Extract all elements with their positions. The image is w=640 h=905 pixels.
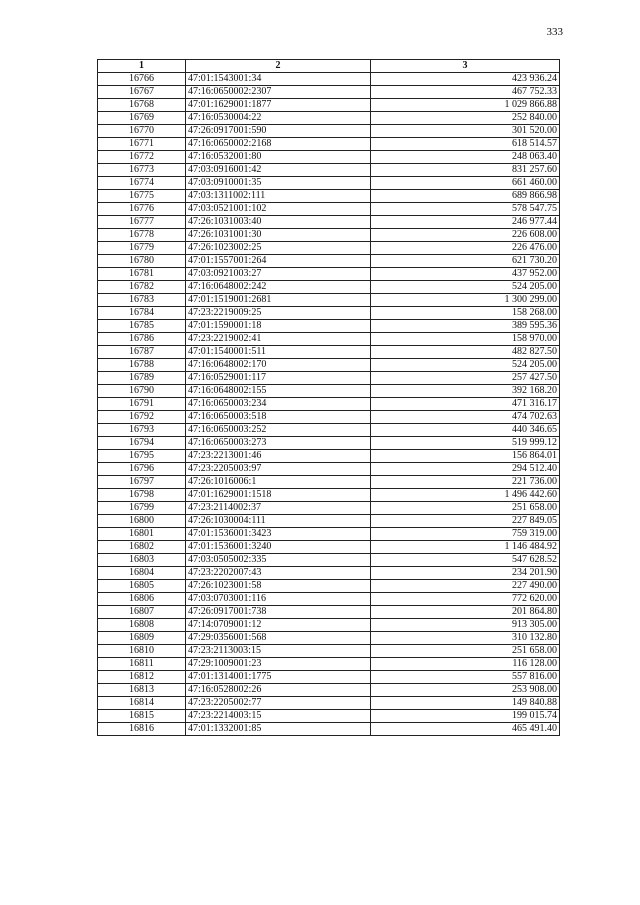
table-row bbox=[98, 710, 560, 723]
value-cell: 467 752.33 bbox=[371, 86, 560, 99]
cadastral-number-cell: 47:03:1311002:111 bbox=[186, 190, 371, 203]
cadastral-number-cell: 47:16:0650003:273 bbox=[186, 437, 371, 450]
value-cell: 156 864.01 bbox=[371, 450, 560, 463]
cadastral-number-cell: 47:01:1519001:2681 bbox=[186, 294, 371, 307]
table-row bbox=[98, 125, 560, 138]
row-number-cell: 16815 bbox=[98, 710, 186, 723]
cadastral-number-cell: 47:03:0916001:42 bbox=[186, 164, 371, 177]
value-cell: 661 460.00 bbox=[371, 177, 560, 190]
value-cell: 149 840.88 bbox=[371, 697, 560, 710]
cadastral-number-cell: 47:16:0530004:22 bbox=[186, 112, 371, 125]
cadastral-number-cell: 47:16:0648002:242 bbox=[186, 281, 371, 294]
row-number-cell: 16781 bbox=[98, 268, 186, 281]
table-row bbox=[98, 658, 560, 671]
row-number-cell: 16778 bbox=[98, 229, 186, 242]
value-cell: 251 658.00 bbox=[371, 645, 560, 658]
value-cell: 437 952.00 bbox=[371, 268, 560, 281]
cadastral-number-cell: 47:03:0521001:102 bbox=[186, 203, 371, 216]
row-number-cell: 16809 bbox=[98, 632, 186, 645]
value-cell: 524 205.00 bbox=[371, 359, 560, 372]
table-row bbox=[98, 606, 560, 619]
cadastral-number-cell: 47:03:0703001:116 bbox=[186, 593, 371, 606]
value-cell: 1 496 442.60 bbox=[371, 489, 560, 502]
value-cell: 221 736.00 bbox=[371, 476, 560, 489]
cadastral-number-cell: 47:16:0528002:26 bbox=[186, 684, 371, 697]
cadastral-number-cell: 47:26:0917001:590 bbox=[186, 125, 371, 138]
cadastral-number-cell: 47:01:1557001:264 bbox=[186, 255, 371, 268]
value-cell: 301 520.00 bbox=[371, 125, 560, 138]
value-cell: 1 146 484.92 bbox=[371, 541, 560, 554]
value-cell: 557 816.00 bbox=[371, 671, 560, 684]
row-number-cell: 16780 bbox=[98, 255, 186, 268]
table-row bbox=[98, 723, 560, 736]
table-row bbox=[98, 216, 560, 229]
cadastral-number-cell: 47:01:1540001:511 bbox=[186, 346, 371, 359]
table-row bbox=[98, 489, 560, 502]
value-cell: 252 840.00 bbox=[371, 112, 560, 125]
cadastral-number-cell: 47:01:1543001:34 bbox=[186, 73, 371, 86]
table-row bbox=[98, 385, 560, 398]
row-number-cell: 16798 bbox=[98, 489, 186, 502]
cadastral-number-cell: 47:16:0650003:252 bbox=[186, 424, 371, 437]
value-cell: 310 132.80 bbox=[371, 632, 560, 645]
value-cell: 482 827.50 bbox=[371, 346, 560, 359]
table-row bbox=[98, 177, 560, 190]
table-row bbox=[98, 203, 560, 216]
cadastral-number-cell: 47:01:1629001:1518 bbox=[186, 489, 371, 502]
row-number-cell: 16794 bbox=[98, 437, 186, 450]
row-number-cell: 16790 bbox=[98, 385, 186, 398]
table-row bbox=[98, 151, 560, 164]
cadastral-number-cell: 47:26:1023001:58 bbox=[186, 580, 371, 593]
row-number-cell: 16816 bbox=[98, 723, 186, 736]
row-number-cell: 16801 bbox=[98, 528, 186, 541]
value-cell: 465 491.40 bbox=[371, 723, 560, 736]
table-row bbox=[98, 372, 560, 385]
table-row bbox=[98, 411, 560, 424]
row-number-cell: 16770 bbox=[98, 125, 186, 138]
value-cell: 158 970.00 bbox=[371, 333, 560, 346]
cadastral-number-cell: 47:23:2213001:46 bbox=[186, 450, 371, 463]
cadastral-number-cell: 47:23:2214003:15 bbox=[186, 710, 371, 723]
cadastral-number-cell: 47:03:0921003:27 bbox=[186, 268, 371, 281]
table-row bbox=[98, 697, 560, 710]
cadastral-number-cell: 47:23:2202007:43 bbox=[186, 567, 371, 580]
row-number-cell: 16771 bbox=[98, 138, 186, 151]
row-number-cell: 16807 bbox=[98, 606, 186, 619]
table-row bbox=[98, 229, 560, 242]
table-row bbox=[98, 528, 560, 541]
value-cell: 201 864.80 bbox=[371, 606, 560, 619]
value-cell: 618 514.57 bbox=[371, 138, 560, 151]
row-number-cell: 16777 bbox=[98, 216, 186, 229]
row-number-cell: 16791 bbox=[98, 398, 186, 411]
table-row bbox=[98, 684, 560, 697]
table-row bbox=[98, 268, 560, 281]
page-number: 333 bbox=[546, 26, 563, 38]
row-number-cell: 16800 bbox=[98, 515, 186, 528]
cadastral-number-cell: 47:23:2219009:25 bbox=[186, 307, 371, 320]
table-row bbox=[98, 255, 560, 268]
row-number-cell: 16806 bbox=[98, 593, 186, 606]
value-cell: 689 866.98 bbox=[371, 190, 560, 203]
value-cell: 389 595.36 bbox=[371, 320, 560, 333]
cadastral-number-cell: 47:23:2205002:77 bbox=[186, 697, 371, 710]
value-cell: 227 490.00 bbox=[371, 580, 560, 593]
row-number-cell: 16814 bbox=[98, 697, 186, 710]
value-cell: 578 547.75 bbox=[371, 203, 560, 216]
row-number-cell: 16799 bbox=[98, 502, 186, 515]
value-cell: 199 015.74 bbox=[371, 710, 560, 723]
table-row bbox=[98, 437, 560, 450]
table-row bbox=[98, 320, 560, 333]
table-row bbox=[98, 99, 560, 112]
row-number-cell: 16779 bbox=[98, 242, 186, 255]
table-row bbox=[98, 554, 560, 567]
table-row bbox=[98, 515, 560, 528]
column-header-3: 3 bbox=[371, 60, 560, 73]
cadastral-number-cell: 47:01:1536001:3240 bbox=[186, 541, 371, 554]
value-cell: 440 346.65 bbox=[371, 424, 560, 437]
table-row bbox=[98, 476, 560, 489]
table-row bbox=[98, 112, 560, 125]
cadastral-number-cell: 47:23:2205003:97 bbox=[186, 463, 371, 476]
cadastral-number-cell: 47:23:2113003:15 bbox=[186, 645, 371, 658]
table-row bbox=[98, 463, 560, 476]
table-row bbox=[98, 73, 560, 86]
row-number-cell: 16803 bbox=[98, 554, 186, 567]
cadastral-number-cell: 47:01:1332001:85 bbox=[186, 723, 371, 736]
table-row bbox=[98, 567, 560, 580]
row-number-cell: 16774 bbox=[98, 177, 186, 190]
cadastral-number-cell: 47:29:1009001:23 bbox=[186, 658, 371, 671]
row-number-cell: 16788 bbox=[98, 359, 186, 372]
value-cell: 759 319.00 bbox=[371, 528, 560, 541]
column-header-2: 2 bbox=[186, 60, 371, 73]
table-row bbox=[98, 619, 560, 632]
row-number-cell: 16782 bbox=[98, 281, 186, 294]
table-row bbox=[98, 580, 560, 593]
value-cell: 246 977.44 bbox=[371, 216, 560, 229]
row-number-cell: 16766 bbox=[98, 73, 186, 86]
table-row bbox=[98, 281, 560, 294]
cadastral-number-cell: 47:01:1629001:1877 bbox=[186, 99, 371, 112]
table-row bbox=[98, 632, 560, 645]
value-cell: 423 936.24 bbox=[371, 73, 560, 86]
table-row bbox=[98, 333, 560, 346]
value-cell: 831 257.60 bbox=[371, 164, 560, 177]
table-row bbox=[98, 346, 560, 359]
row-number-cell: 16787 bbox=[98, 346, 186, 359]
cadastral-number-cell: 47:16:0648002:155 bbox=[186, 385, 371, 398]
cadastral-number-cell: 47:03:0505002:335 bbox=[186, 554, 371, 567]
row-number-cell: 16768 bbox=[98, 99, 186, 112]
value-cell: 226 476.00 bbox=[371, 242, 560, 255]
value-cell: 1 300 299.00 bbox=[371, 294, 560, 307]
value-cell: 253 908.00 bbox=[371, 684, 560, 697]
row-number-cell: 16795 bbox=[98, 450, 186, 463]
table-row bbox=[98, 645, 560, 658]
cadastral-number-cell: 47:16:0650002:2168 bbox=[186, 138, 371, 151]
cadastral-number-cell: 47:26:1031001:30 bbox=[186, 229, 371, 242]
row-number-cell: 16808 bbox=[98, 619, 186, 632]
cadastral-number-cell: 47:16:0650003:518 bbox=[186, 411, 371, 424]
value-cell: 519 999.12 bbox=[371, 437, 560, 450]
row-number-cell: 16792 bbox=[98, 411, 186, 424]
table-row bbox=[98, 138, 560, 151]
column-header-1: 1 bbox=[98, 60, 186, 73]
row-number-cell: 16775 bbox=[98, 190, 186, 203]
row-number-cell: 16773 bbox=[98, 164, 186, 177]
cadastral-number-cell: 47:16:0650002:2307 bbox=[186, 86, 371, 99]
table-row bbox=[98, 294, 560, 307]
row-number-cell: 16789 bbox=[98, 372, 186, 385]
cadastral-number-cell: 47:01:1314001:1775 bbox=[186, 671, 371, 684]
value-cell: 547 628.52 bbox=[371, 554, 560, 567]
cadastral-number-cell: 47:16:0648002:170 bbox=[186, 359, 371, 372]
table-row bbox=[98, 359, 560, 372]
value-cell: 392 168.20 bbox=[371, 385, 560, 398]
cadastral-number-cell: 47:14:0709001:12 bbox=[186, 619, 371, 632]
cadastral-number-cell: 47:26:0917001:738 bbox=[186, 606, 371, 619]
value-cell: 226 608.00 bbox=[371, 229, 560, 242]
table-row bbox=[98, 502, 560, 515]
table-row bbox=[98, 450, 560, 463]
row-number-cell: 16796 bbox=[98, 463, 186, 476]
table-header-row bbox=[98, 60, 560, 73]
row-number-cell: 16785 bbox=[98, 320, 186, 333]
value-cell: 234 201.90 bbox=[371, 567, 560, 580]
row-number-cell: 16767 bbox=[98, 86, 186, 99]
value-cell: 257 427.50 bbox=[371, 372, 560, 385]
row-number-cell: 16804 bbox=[98, 567, 186, 580]
value-cell: 248 063.40 bbox=[371, 151, 560, 164]
cadastral-number-cell: 47:01:1536001:3423 bbox=[186, 528, 371, 541]
row-number-cell: 16783 bbox=[98, 294, 186, 307]
value-cell: 158 268.00 bbox=[371, 307, 560, 320]
row-number-cell: 16776 bbox=[98, 203, 186, 216]
cadastral-number-cell: 47:01:1590001:18 bbox=[186, 320, 371, 333]
value-cell: 1 029 866.88 bbox=[371, 99, 560, 112]
cadastral-number-cell: 47:03:0910001:35 bbox=[186, 177, 371, 190]
cadastral-number-cell: 47:23:2219002:41 bbox=[186, 333, 371, 346]
cadastral-number-cell: 47:16:0650003:234 bbox=[186, 398, 371, 411]
cadastral-number-cell: 47:23:2114002:37 bbox=[186, 502, 371, 515]
value-cell: 913 305.00 bbox=[371, 619, 560, 632]
cadastral-number-cell: 47:26:1030004:111 bbox=[186, 515, 371, 528]
row-number-cell: 16797 bbox=[98, 476, 186, 489]
cadastral-number-cell: 47:26:1023002:25 bbox=[186, 242, 371, 255]
cadastral-number-cell: 47:26:1016006:1 bbox=[186, 476, 371, 489]
value-cell: 772 620.00 bbox=[371, 593, 560, 606]
table-row bbox=[98, 86, 560, 99]
cadastral-number-cell: 47:26:1031003:40 bbox=[186, 216, 371, 229]
row-number-cell: 16810 bbox=[98, 645, 186, 658]
table-row bbox=[98, 164, 560, 177]
row-number-cell: 16793 bbox=[98, 424, 186, 437]
value-cell: 621 730.20 bbox=[371, 255, 560, 268]
cadastral-number-cell: 47:16:0532001:80 bbox=[186, 151, 371, 164]
value-cell: 474 702.63 bbox=[371, 411, 560, 424]
row-number-cell: 16813 bbox=[98, 684, 186, 697]
value-cell: 227 849.05 bbox=[371, 515, 560, 528]
table-row bbox=[98, 190, 560, 203]
row-number-cell: 16784 bbox=[98, 307, 186, 320]
row-number-cell: 16811 bbox=[98, 658, 186, 671]
row-number-cell: 16802 bbox=[98, 541, 186, 554]
row-number-cell: 16769 bbox=[98, 112, 186, 125]
table-row bbox=[98, 541, 560, 554]
value-cell: 116 128.00 bbox=[371, 658, 560, 671]
cadastral-number-cell: 47:16:0529001:117 bbox=[186, 372, 371, 385]
value-cell: 524 205.00 bbox=[371, 281, 560, 294]
table-row bbox=[98, 671, 560, 684]
row-number-cell: 16805 bbox=[98, 580, 186, 593]
table-row bbox=[98, 242, 560, 255]
cadastral-number-cell: 47:29:0356001:568 bbox=[186, 632, 371, 645]
table-row bbox=[98, 593, 560, 606]
value-cell: 294 512.40 bbox=[371, 463, 560, 476]
value-cell: 251 658.00 bbox=[371, 502, 560, 515]
data-table bbox=[97, 59, 560, 736]
value-cell: 471 316.17 bbox=[371, 398, 560, 411]
row-number-cell: 16786 bbox=[98, 333, 186, 346]
table-row bbox=[98, 424, 560, 437]
row-number-cell: 16772 bbox=[98, 151, 186, 164]
table-body bbox=[98, 73, 560, 736]
table-row bbox=[98, 398, 560, 411]
row-number-cell: 16812 bbox=[98, 671, 186, 684]
table-row bbox=[98, 307, 560, 320]
